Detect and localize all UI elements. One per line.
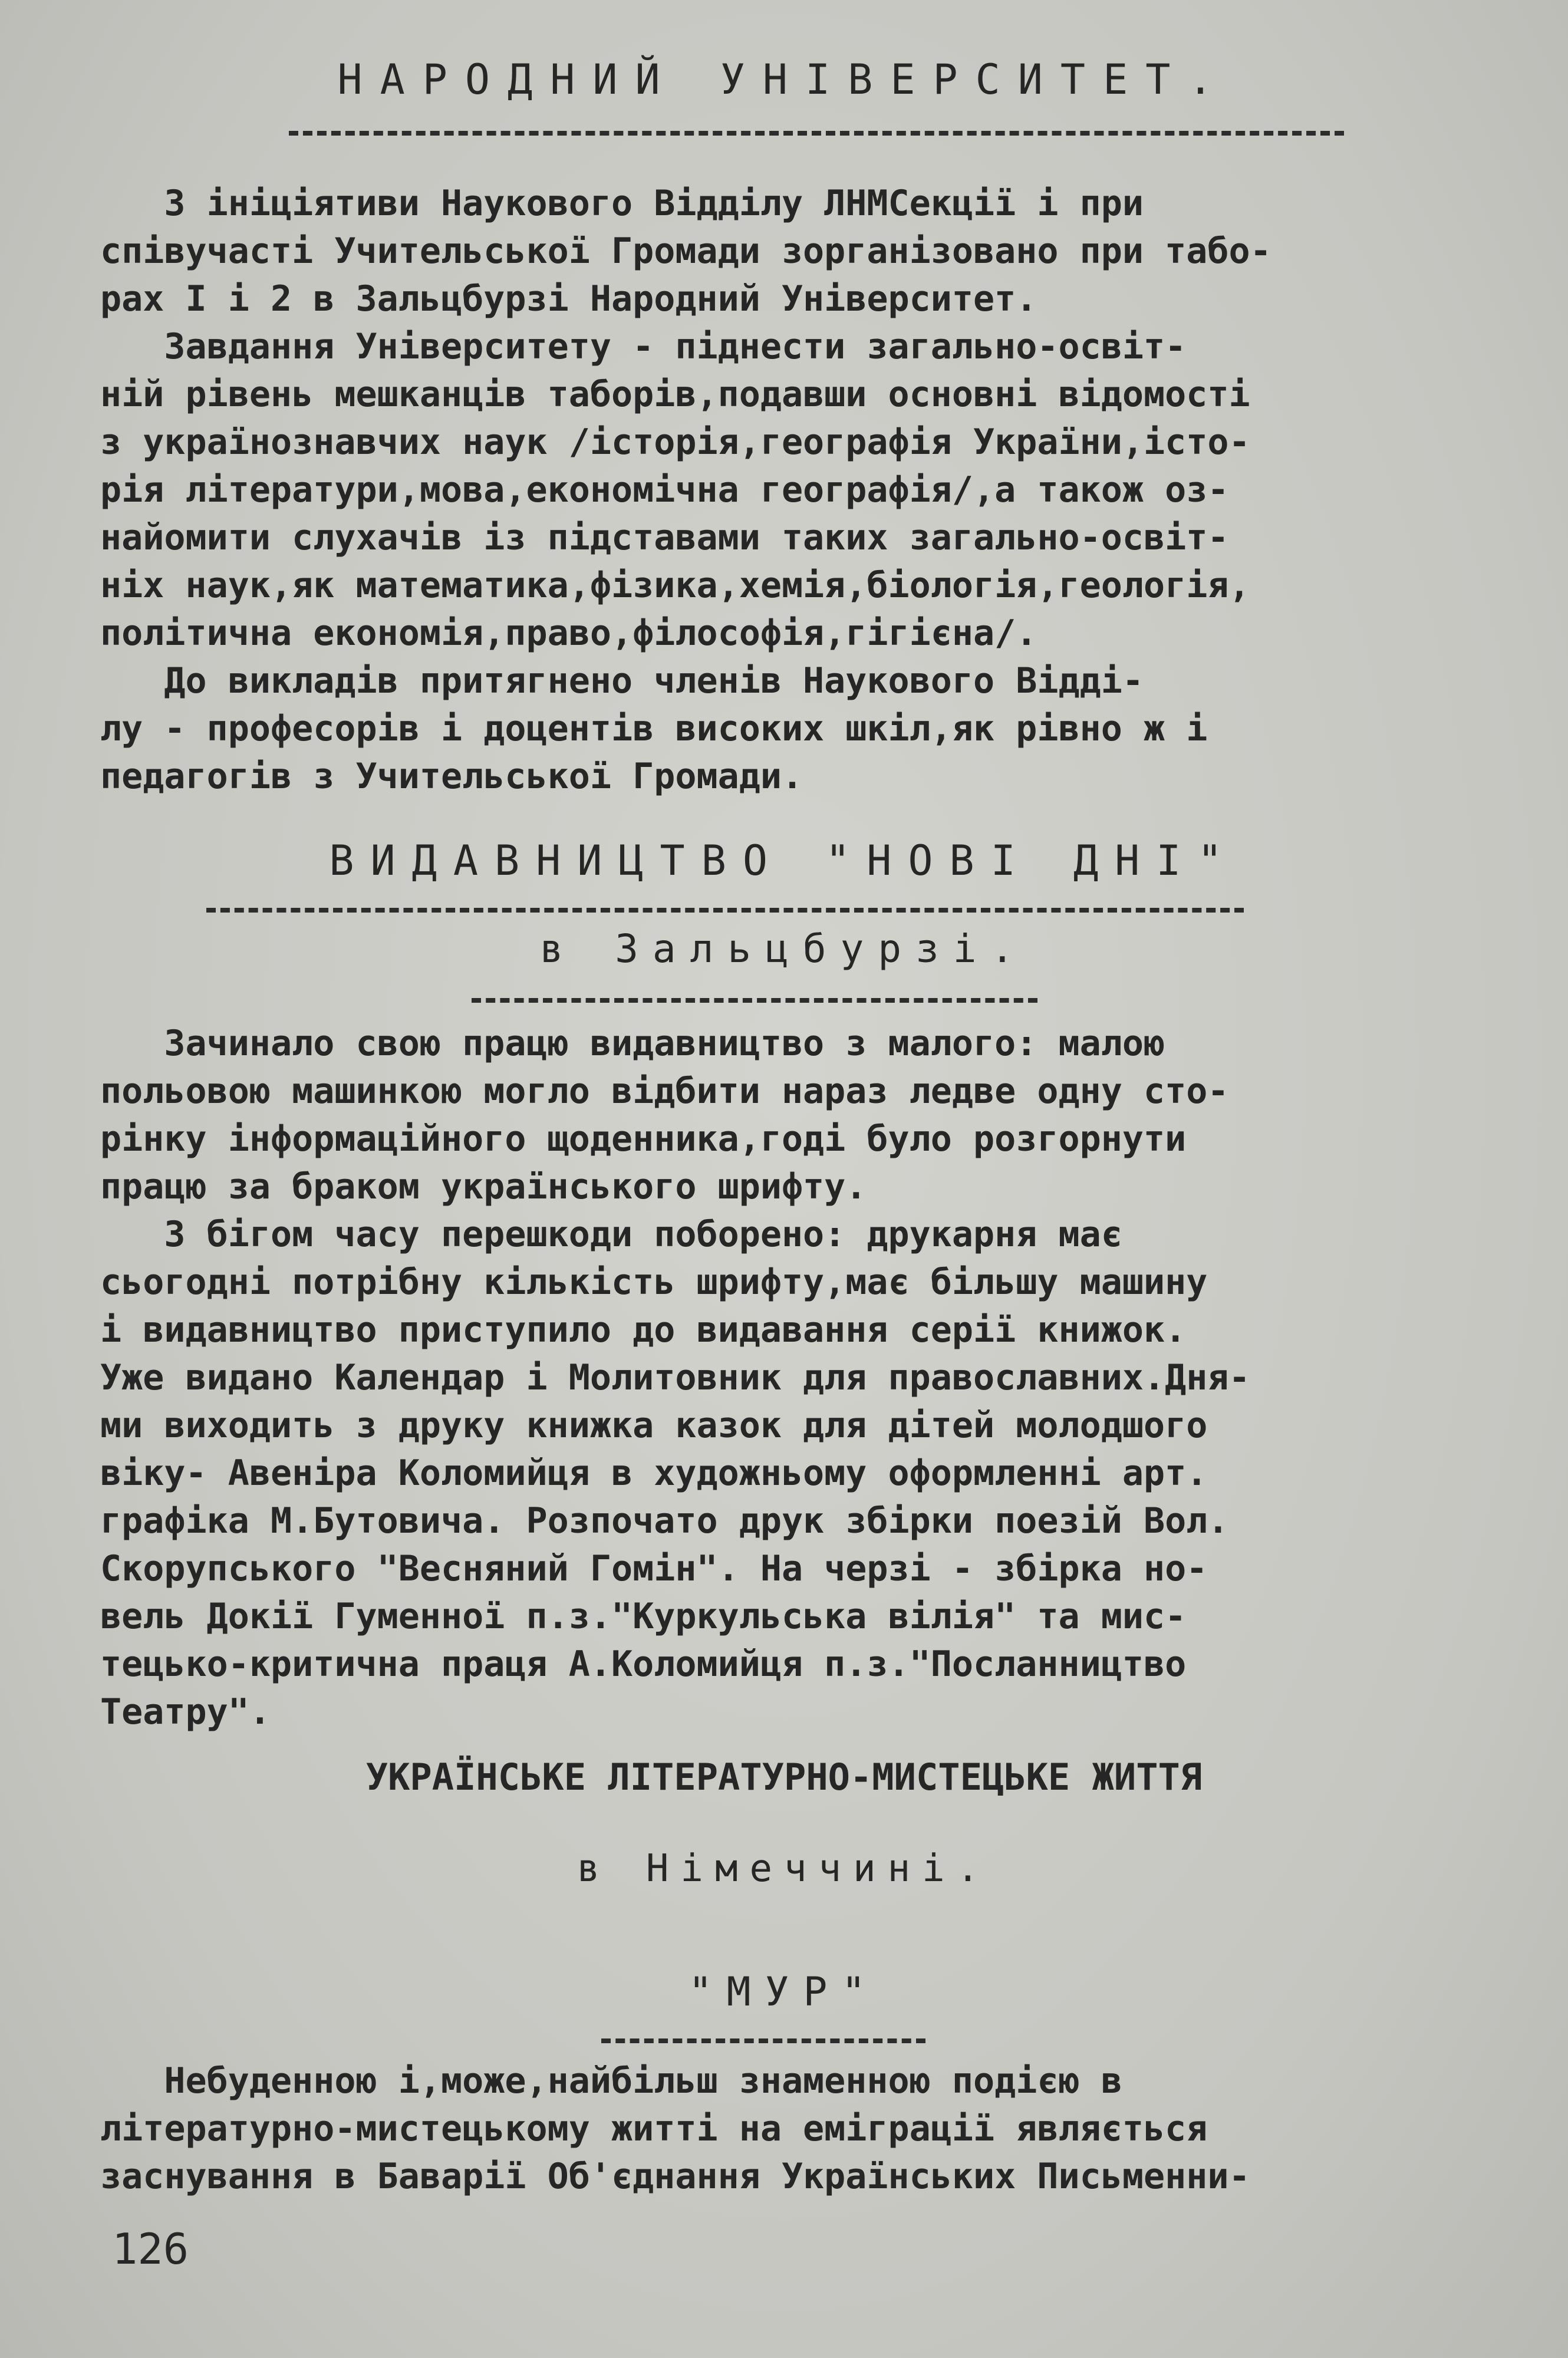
text-line: Театру". (100, 1691, 271, 1733)
mur-heading: "МУР" (688, 1969, 880, 2016)
text-line: Скорупського "Весняний Гомін". На черзі - збірка но- (100, 1548, 1208, 1589)
mur-paragraph (100, 2057, 1468, 2201)
text-line: рія літератури,мова,економічна географія/,а також оз- (100, 469, 1229, 511)
text-line: Уже видано Календар і Молитовник для православних.Дня- (100, 1357, 1250, 1398)
text-line: Небуденною і,може,найбільш знаменною подією в (100, 2060, 1122, 2102)
university-heading: НАРОДНИЙ УНІВЕРСИТЕТ. (337, 55, 1231, 104)
university-paragraph (100, 180, 1468, 801)
text-line: ній рівень мешканців таборів,подавши основні відомості (100, 374, 1250, 415)
publisher-paragraph (100, 1020, 1468, 1736)
page-number: 126 (112, 2224, 189, 2274)
text-line: і видавництво приступило до видавання серії книжок. (100, 1309, 1187, 1351)
text-line: лу - професорів і доцентів високих шкіл,як рівно ж і (100, 708, 1208, 749)
text-line: Завдання Університету - піднести загально-освіт- (100, 326, 1187, 367)
text-line: рінку інформаційного щоденника,годі було розгорнути (100, 1118, 1187, 1160)
mur-heading-underline (601, 2038, 925, 2043)
university-heading-underline (289, 131, 1344, 136)
text-line: літературно-мистецькому житті на еміграції являється (100, 2108, 1208, 2149)
text-line: співучасті Учительської Громади зорганізовано при табо- (100, 230, 1271, 272)
text-line: ніх наук,як математика,фізика,хемія,біологія,геологія, (100, 565, 1250, 606)
text-line: рах I і 2 в Зальцбурзі Народний Університет. (100, 278, 1037, 320)
publisher-heading-underline (206, 908, 1244, 913)
text-line: з українознавчих наук /історія,географія України,істо- (100, 421, 1250, 463)
literary-life-subheading: в Німеччині. (577, 1847, 991, 1891)
text-line: педагогів з Учительської Громади. (100, 756, 803, 797)
text-line: сьогодні потрібну кількість шрифту,має більшу машину (100, 1262, 1208, 1303)
text-line: До викладів притягнено членів Наукового Відді- (100, 660, 1144, 702)
text-line: ми виходить з друку книжка казок для дітей молодшого (100, 1405, 1208, 1446)
publisher-heading: ВИДАВНИЦТВО "НОВІ ДНІ" (329, 837, 1239, 885)
literary-life-heading: УКРАЇНСЬКЕ ЛІТЕРАТУРНО-МИСТЕЦЬКЕ ЖИТТЯ (365, 1756, 1203, 1799)
publisher-subheading: в Зальцбурзі. (539, 926, 1029, 971)
text-line: тецько-критична праця А.Коломийця п.з."Посланництво (100, 1644, 1187, 1685)
publisher-subheading-underline (472, 998, 1037, 1003)
text-line: З ініціятиви Наукового Відділу ЛНМСекції і при (100, 183, 1144, 224)
text-line: вель Докії Гуменної п.з."Куркульська вілія" та мис- (100, 1596, 1187, 1637)
text-line: працю за браком українського шрифту. (100, 1166, 867, 1207)
text-line: віку- Авеніра Коломийця в художньому оформленні арт. (100, 1453, 1208, 1494)
text-line: польовою машинкою могло відбити нараз ледве одну сто- (100, 1071, 1229, 1112)
text-line: найомити слухачів із підставами таких загально-освіт- (100, 517, 1229, 558)
text-line: політична економія,право,філософія,гігієна/. (100, 612, 1037, 654)
text-line: Зачинало свою працю видавництво з малого: малою (100, 1023, 1165, 1064)
text-line: заснування в Баварії Об'єднання Українських Письменни- (100, 2156, 1250, 2197)
text-line: З бігом часу перешкоди поборено: друкарня має (100, 1214, 1122, 1255)
text-line: графіка М.Бутовича. Розпочато друк збірки поезій Вол. (100, 1500, 1229, 1542)
